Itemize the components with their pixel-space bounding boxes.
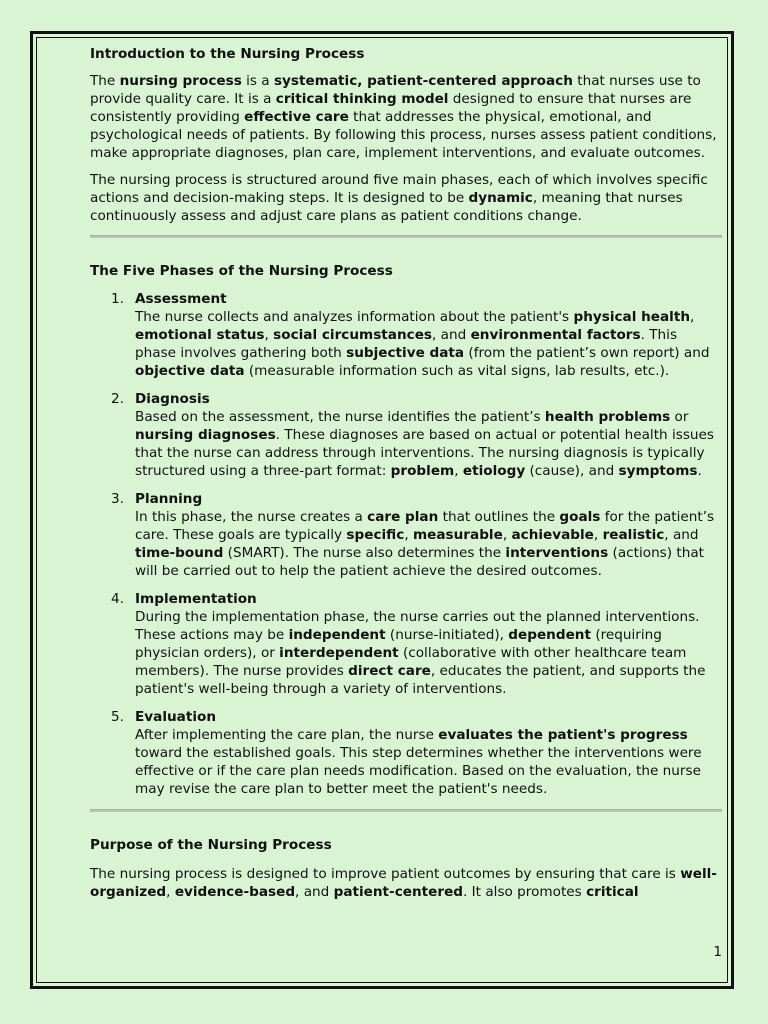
list-item-number: 4. xyxy=(111,591,124,607)
phase-name: Evaluation xyxy=(135,709,217,725)
phase-description: The nurse collects and analyzes information about the patient's physical health, emotional status, social circumstances, and environmental factors. This phase involves gathering both subjective data (from the patient’s own report) and objective data (measurable information such as vital signs, lab results, etc.). xyxy=(135,309,710,379)
list-item-number: 2. xyxy=(111,391,124,407)
phase-description: After implementing the care plan, the nurse evaluates the patient's progress toward the established goals. This step determines whether the interventions were effective or if the care plan needs modification. Based on the evaluation, the nurse may revise the care plan to better meet the patient's needs. xyxy=(135,727,702,797)
list-item xyxy=(90,390,722,480)
phase-name: Implementation xyxy=(135,591,257,607)
purpose-paragraph-1: The nursing process is designed to improve patient outcomes by ensuring that care is well-organized, evidence-based, and patient-centered. It also promotes critical xyxy=(90,866,717,900)
section-title-intro: Introduction to the Nursing Process xyxy=(90,46,365,62)
intro-paragraph-2: The nursing process is structured around five main phases, each of which involves specific actions and decision-making steps. It is designed to be dynamic, meaning that nurses continuously assess and adjust care plans as patient conditions change. xyxy=(90,172,708,224)
list-item xyxy=(90,290,722,380)
phase-name: Planning xyxy=(135,491,203,507)
list-item-number: 1. xyxy=(111,291,124,307)
section-divider xyxy=(90,809,722,812)
phases-list xyxy=(90,290,722,798)
list-item xyxy=(90,490,722,580)
list-item xyxy=(90,708,722,798)
list-item-number: 5. xyxy=(111,709,124,725)
section-title-phases: The Five Phases of the Nursing Process xyxy=(90,263,393,279)
page-number: 1 xyxy=(713,944,722,960)
list-item xyxy=(90,590,722,698)
section-divider xyxy=(90,235,722,238)
phase-description: In this phase, the nurse creates a care plan that outlines the goals for the patient’s care. These goals are typically specific, measurable, achievable, realistic, and time-bound (SMART). The nurse also determines the interventions (actions) that will be carried out to help the patient achieve the desired outcomes. xyxy=(135,509,715,579)
phase-name: Assessment xyxy=(135,291,227,307)
phase-description: Based on the assessment, the nurse identifies the patient’s health problems or nursing diagnoses. These diagnoses are based on actual or potential health issues that the nurse can address through interventions. The nursing diagnosis is typically structured using a three-part format: problem, etiology (cause), and symptoms. xyxy=(135,409,714,479)
list-item-number: 3. xyxy=(111,491,124,507)
phase-description: During the implementation phase, the nurse carries out the planned interventions. These actions may be independent (nurse-initiated), dependent (requiring physician orders), or interdependent (collaborative with other healthcare team members). The nurse provides direct care, educates the patient, and supports the patient's well-being through a variety of interventions. xyxy=(135,609,706,697)
section-title-purpose: Purpose of the Nursing Process xyxy=(90,837,332,853)
document-content xyxy=(90,44,722,901)
intro-paragraph-1: The nursing process is a systematic, patient-centered approach that nurses use to provide quality care. It is a critical thinking model designed to ensure that nurses are consistently providing effective care that addresses the physical, emotional, and psychological needs of patients. By following this process, nurses assess patient conditions, make appropriate diagnoses, plan care, implement interventions, and evaluate outcomes. xyxy=(90,73,717,161)
phase-name: Diagnosis xyxy=(135,391,210,407)
